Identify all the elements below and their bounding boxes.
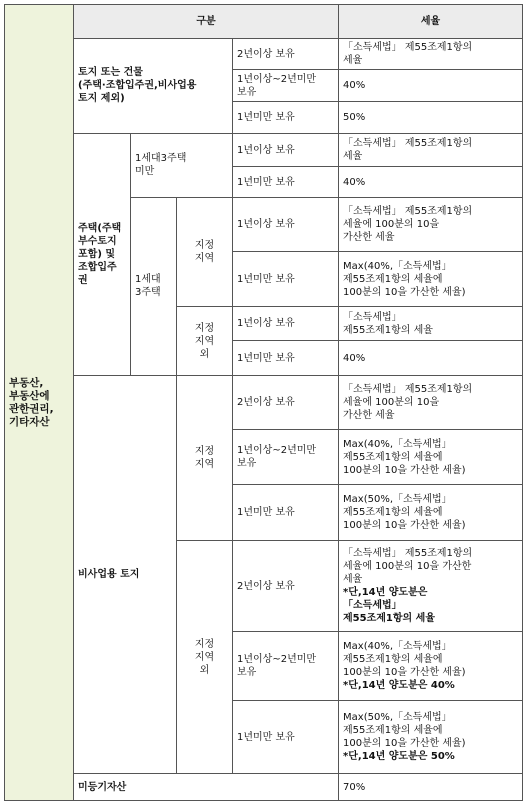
unregistered-rate: 70% xyxy=(339,774,523,801)
land-building-title: 토지 또는 건물 (주택·조합입주권,비사업용 토지 제외) xyxy=(74,38,233,133)
nonbiz-nondesignated-rate-3-cell xyxy=(339,700,523,774)
main-category-cell xyxy=(5,5,74,801)
tax-rate-table xyxy=(4,4,523,801)
housing-title: 주택(주택 부수토지 포함) 및 조합입주 권 xyxy=(74,133,131,375)
nonbiz-title: 비사업용 토지 xyxy=(74,375,177,773)
nonbiz-designated-period-2: 1년이상~2년미만 보유 xyxy=(233,430,339,485)
nonbiz-nondesignated-note-1: *단,14년 양도분은 「소득세법」 제55조제1항의 세율 xyxy=(343,587,435,625)
nonbiz-nondesignated-rate-1: 「소득세법」 제55조제1항의 세율에 100분의 10을 가산한 세율 xyxy=(343,548,473,586)
housing-under3-period-1: 1년이상 보유 xyxy=(233,133,339,167)
housing-designated-rate-2: Max(40%,「소득세법」 제55조제1항의 세율에 100분의 10을 가산한 세율) xyxy=(339,252,523,307)
housing-nondesignated-period-2: 1년미만 보유 xyxy=(233,341,339,376)
header-rate: 세율 xyxy=(339,5,523,39)
housing-3house-label: 1세대 3주택 xyxy=(131,198,177,376)
nonbiz-nondesignated-period-2: 1년이상~2년미만 보유 xyxy=(233,632,339,700)
housing-nondesignated-period-1: 1년이상 보유 xyxy=(233,307,339,341)
nonbiz-nondesignated-period-3: 1년미만 보유 xyxy=(233,700,339,774)
unregistered-title: 미등기자산 xyxy=(74,774,339,801)
nonbiz-nondesignated-note-3: *단,14년 양도분은 50% xyxy=(343,751,455,763)
land-period-2: 1년이상~2년미만 보유 xyxy=(233,70,339,102)
nonbiz-nondesignated-rate-3: Max(50%,「소득세법」 제55조제1항의 세율에 100분의 10을 가산한 세율) xyxy=(343,712,466,750)
housing-designated-period-1: 1년이상 보유 xyxy=(233,198,339,252)
nonbiz-nondesignated-rate-2-cell xyxy=(339,632,523,700)
nonbiz-nondesignated-period-1: 2년이상 보유 xyxy=(233,541,339,632)
nonbiz-nondesignated-note-2: *단,14년 양도분은 40% xyxy=(343,680,455,692)
housing-nondesignated-label: 지정 지역 외 xyxy=(177,307,233,375)
main-category-label: 부동산, 부동산에 관한권리, 기타자산 xyxy=(9,376,54,428)
nonbiz-nondesignated-rate-1-cell xyxy=(339,541,523,632)
housing-designated-rate-1: 「소득세법」 제55조제1항의 세율에 100분의 10을 가산한 세율 xyxy=(339,198,523,252)
housing-designated-period-2: 1년미만 보유 xyxy=(233,252,339,307)
nonbiz-designated-period-1: 2년이상 보유 xyxy=(233,375,339,429)
land-period-3: 1년미만 보유 xyxy=(233,102,339,134)
housing-under3-rate-2: 40% xyxy=(339,167,523,198)
housing-under3-rate-1: 「소득세법」 제55조제1항의 세율 xyxy=(339,133,523,167)
land-rate-2: 40% xyxy=(339,70,523,102)
nonbiz-nondesignated-label: 지정 지역 외 xyxy=(177,541,233,774)
housing-designated-label: 지정 지역 xyxy=(177,198,233,307)
land-rate-1: 「소득세법」 제55조제1항의 세율 xyxy=(339,38,523,70)
housing-under3-label: 1세대3주택 미만 xyxy=(131,133,233,197)
nonbiz-designated-period-3: 1년미만 보유 xyxy=(233,485,339,541)
housing-under3-period-2: 1년미만 보유 xyxy=(233,167,339,198)
land-rate-3: 50% xyxy=(339,102,523,134)
land-period-1: 2년이상 보유 xyxy=(233,38,339,70)
nonbiz-designated-rate-1: 「소득세법」 제55조제1항의 세율에 100분의 10을 가산한 세율 xyxy=(339,375,523,429)
nonbiz-nondesignated-rate-2: Max(40%,「소득세법」 제55조제1항의 세율에 100분의 10을 가산한 세율) xyxy=(343,641,466,679)
nonbiz-designated-label: 지정 지역 xyxy=(177,375,233,541)
nonbiz-designated-rate-2: Max(40%,「소득세법」 제55조제1항의 세율에 100분의 10을 가산한 세율) xyxy=(339,430,523,485)
header-category: 구분 xyxy=(74,5,339,39)
housing-nondesignated-rate-2: 40% xyxy=(339,341,523,376)
nonbiz-designated-rate-3: Max(50%,「소득세법」 제55조제1항의 세율에 100분의 10을 가산한 세율) xyxy=(339,485,523,541)
housing-nondesignated-rate-1: 「소득세법」 제55조제1항의 세율 xyxy=(339,307,523,341)
